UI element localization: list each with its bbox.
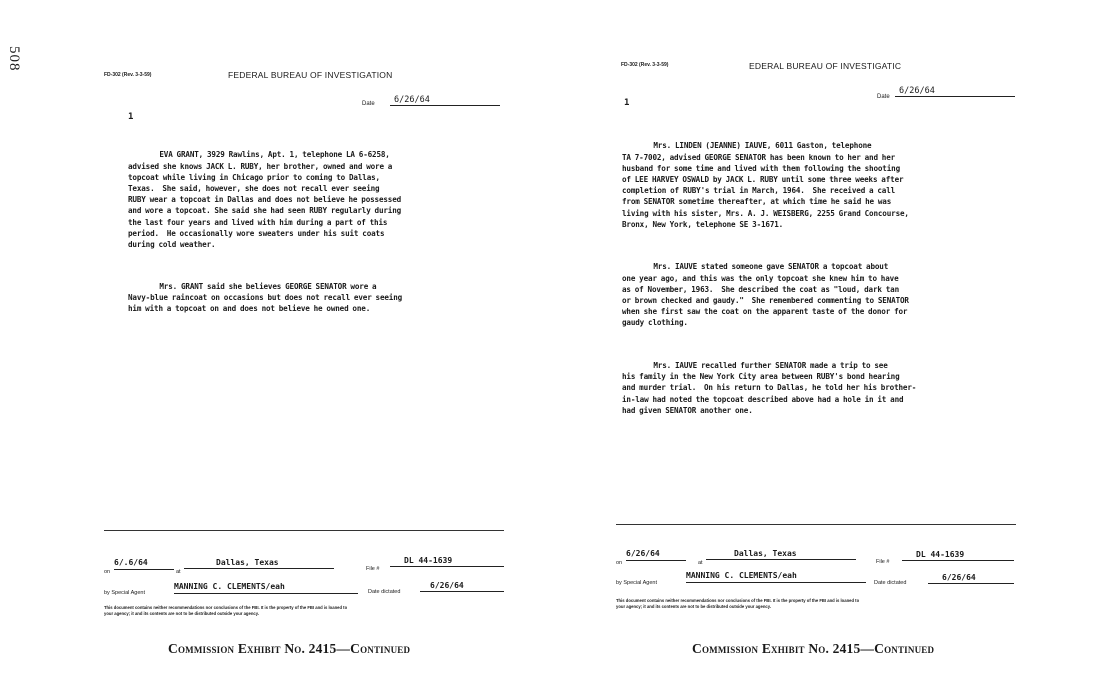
paragraph: Mrs. IAUVE recalled further SENATOR made a trip to see his family in the New York City area between RUBY's bond hearing and murder trial. On his return to Dallas, he told her his brother- in-law had noted the topcoat described above had a hole in it and had given SENATOR another one. [622,361,917,415]
file-number: DL 44-1639 [390,556,504,567]
divider [616,524,1016,525]
exhibit-caption: Commission Exhibit No. 2415—Continued [692,641,935,656]
dictated-label: Date dictated [368,589,401,595]
dictated-label: Date dictated [874,580,907,586]
dictated-date: 6/26/64 [928,573,1014,584]
date-label: Date [877,94,890,100]
paragraph: Mrs. IAUVE stated someone gave SENATOR a topcoat about one year ago, and this was the only topcoat she knew him to have as of November, 1963. She described the coat as "loud, dark tan or brown checked and gaudy." She remembered commenting to SENATOR when she first saw the coat on the apparent taste of the donor for gaudy clothing. [622,262,909,328]
date-value: 6/26/64 [390,95,500,106]
form-code: FD-302 (Rev. 3-3-59) [104,72,152,78]
page-tick: 1 [128,112,134,122]
date-label: Date [362,101,375,107]
agency-header: EDERAL BUREAU OF INVESTIGATIC [749,61,902,71]
on-label: on [104,569,111,575]
fbi-form-left [100,0,510,691]
date-value: 6/26/64 [895,86,1015,97]
divider [104,530,504,531]
statement-body [128,127,494,345]
on-date: 6/26/64 [626,549,686,561]
on-label: on [616,560,623,566]
form-code: FD-302 (Rev. 3-3-59) [621,62,669,68]
disclaimer: This document contains neither recommendations nor conclusions of the FBI. It is the property of the FBI and is loaned to your agency; it and its contents are not to be distributed outside your agency. [104,605,348,616]
agent-name: MANNING C. CLEMENTS/eah [686,571,866,583]
agent-name: MANNING C. CLEMENTS/eah [174,582,358,594]
at-label: at [698,560,703,566]
paragraph: Mrs. LINDEN (JEANNE) IAUVE, 6011 Gaston, telephone TA 7-7002, advised GEORGE SENATOR has been known to her and her husband for some time and lived with them following the shooting of LEE HARVEY OSWALD by JACK L. RUBY until some three weeks after completion of RUBY's trial in March, 1964. She received a call from SENATOR sometime thereafter, at which time he said he was living with his sister, Mrs. A. J. WEISBERG, 2255 Grand Concourse, Bronx, New York, telephone SE 3-1671. [622,141,909,229]
statement-body [622,118,1014,447]
page-number: 508 [6,46,22,72]
file-number: DL 44-1639 [902,550,1014,561]
paragraph: EVA GRANT, 3929 Rawlins, Apt. 1, telephone LA 6-6258, advised she knows JACK L. RUBY, her brother, owned and wore a topcoat while living in Chicago prior to coming to Dallas, Texas. She said, however, she does not recall ever seeing RUBY wear a topcoat in Dallas and does not believe he possessed and wore a topcoat. She said she had seen RUBY regularly during the last four years and lived with him during a part of this period. He occasionally wore sweaters under his suit coats during cold weather. [128,150,402,250]
disclaimer: This document contains neither recommendations nor conclusions of the FBI. It is the property of the FBI and is loaned to your agency; it and its contents are not to be distributed outside your agency. [616,598,860,609]
page-tick: 1 [624,98,630,108]
file-label: File # [366,566,380,572]
fbi-form-right [612,0,1022,691]
on-date: 6/.6/64 [114,558,174,570]
agent-label: by Special Agent [104,590,145,596]
agency-header: FEDERAL BUREAU OF INVESTIGATION [228,70,393,80]
at-label: at [176,569,181,575]
agent-label: by Special Agent [616,580,657,586]
paragraph: Mrs. GRANT said she believes GEORGE SENATOR wore a Navy-blue raincoat on occasions but does not recall ever seeing him with a topcoat on and does not believe he owned one. [128,281,403,314]
dictated-date: 6/26/64 [420,581,504,592]
location: Dallas, Texas [184,558,334,569]
exhibit-caption: Commission Exhibit No. 2415—Continued [168,641,411,656]
file-label: File # [876,559,890,565]
location: Dallas, Texas [706,549,856,560]
